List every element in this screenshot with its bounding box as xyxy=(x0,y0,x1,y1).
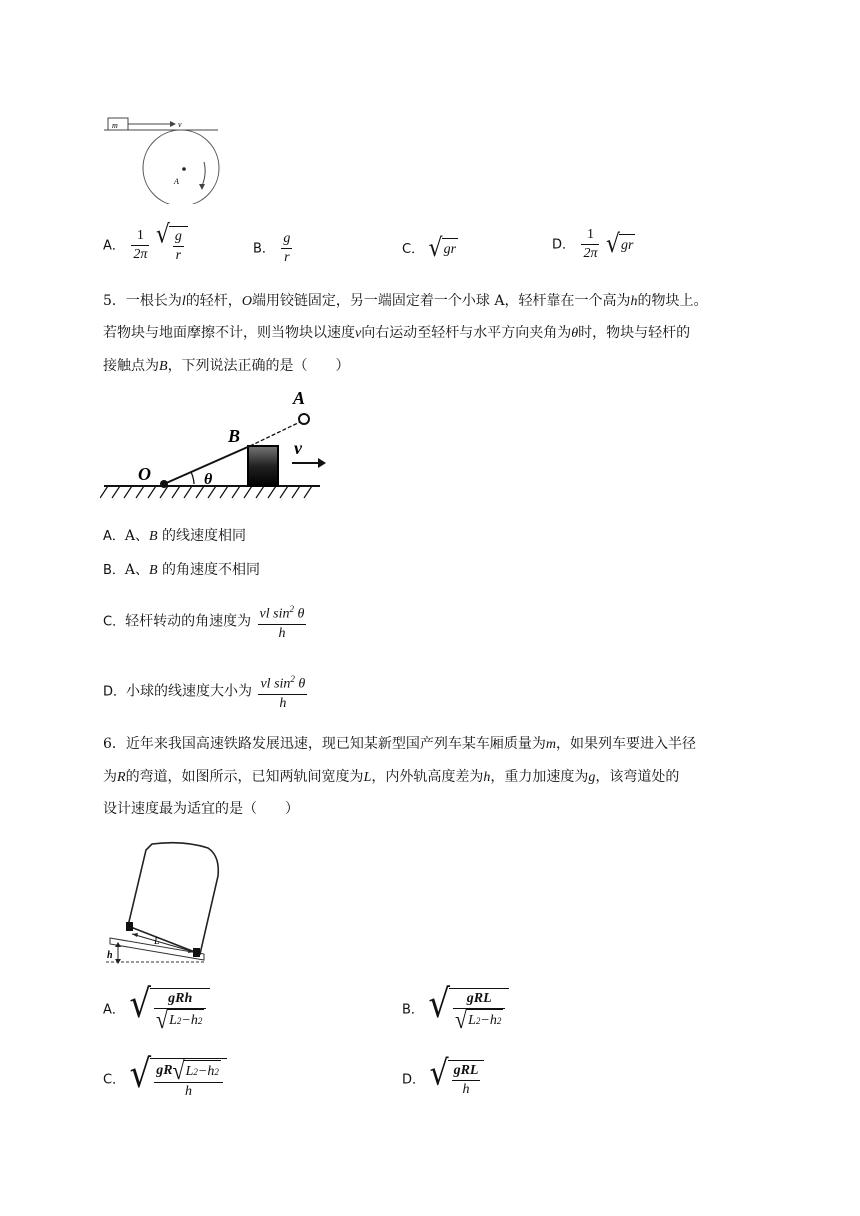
label-l: L xyxy=(154,936,160,947)
train-car xyxy=(128,843,218,954)
velocity-label: v xyxy=(178,120,182,129)
center-label: A xyxy=(174,177,179,186)
mass-block xyxy=(108,118,128,130)
q5-figure xyxy=(100,384,326,510)
q4-option-d[interactable] xyxy=(552,226,635,263)
fraction: $\frac{vl \sin^2 \theta}{h}$ xyxy=(259,604,305,641)
q4-option-c[interactable] xyxy=(402,234,458,263)
q5-option-a[interactable]: A．A、B 的线速度相同 xyxy=(103,528,247,544)
q5-stem-line3: 接触点为B，下列说法正确的是（ ） xyxy=(103,358,350,374)
fraction: $\frac{g}{r}$ xyxy=(283,231,291,265)
q6-option-c[interactable]: C． √ gR √ L 2 −h 2 h xyxy=(103,1058,227,1101)
option-label: B． xyxy=(253,241,275,257)
sqrt: √ gr xyxy=(605,229,634,259)
q5-option-d[interactable]: D．小球的线速度大小为 $\frac{vl \sin^2 \theta}{h}$ xyxy=(103,670,309,713)
mass-label: m xyxy=(112,121,118,130)
q6-option-a[interactable]: A． √ gRh √ L 2 −h 2 xyxy=(103,988,210,1031)
fraction: $\frac{vl \sin^2 \theta}{h}$ xyxy=(260,674,306,711)
fraction: $\frac{1}{2\pi}$ xyxy=(133,228,148,262)
q6-stem-line2: 为R的弯道，如图所示，已知两轨间宽度为L，内外轨高度差为h，重力加速度为g，该弯道处的 xyxy=(103,769,680,785)
sqrt: √ $\frac{g}{r}$ xyxy=(156,226,188,265)
label-v: v xyxy=(294,438,302,458)
q5-option-c[interactable]: C．轻杆转动的角速度为 $\frac{vl \sin^2 \theta}{h}$ xyxy=(103,600,308,643)
circle xyxy=(143,130,219,204)
q5-stem-line2: 若物块与地面摩擦不计，则当物块以速度v向右运动至轻杆与水平方向夹角为θ时，物块与轻杆的 xyxy=(103,325,691,341)
sqrt: √ gRh √ L 2 −h 2 xyxy=(129,988,210,1031)
q5-stem-line1: 5．一根长为l的轻杆，O端用铰链固定，另一端固定着一个小球 A，轻杆靠在一个高为h的物块上。 xyxy=(103,293,708,309)
q6-option-b[interactable]: B． √ gRL √ L 2 −h 2 xyxy=(402,988,509,1031)
label-o: O xyxy=(138,464,151,484)
block xyxy=(248,446,278,486)
ball-a xyxy=(299,414,309,424)
sqrt: √ gRL √ L 2 −h 2 xyxy=(428,988,509,1031)
q4-option-a[interactable] xyxy=(103,220,188,265)
label-theta: θ xyxy=(204,471,213,488)
q6-option-d[interactable]: D． √ $\frac{\text{gRL}}{h}$ xyxy=(402,1060,484,1099)
sqrt: √ gR √ L 2 −h 2 h xyxy=(130,1058,227,1101)
option-label: D． xyxy=(552,237,576,253)
sqrt: √ $\frac{\text{gRL}}{h}$ xyxy=(429,1060,484,1099)
label-a: A xyxy=(293,388,306,408)
fraction: $\frac{1}{2\pi}$ xyxy=(583,227,598,261)
q6-stem-line1: 6．近年来我国高速铁路发展迅速，现已知某新型国产列车某车厢质量为m，如果列车要进入半径 xyxy=(103,736,697,752)
q4-option-b[interactable] xyxy=(253,230,294,267)
sqrt: √ gr xyxy=(428,234,457,263)
q5-option-b[interactable]: B．A、B 的角速度不相同 xyxy=(103,562,261,578)
option-label: A． xyxy=(103,238,125,254)
label-b: B xyxy=(228,426,241,446)
option-label: C． xyxy=(402,242,425,257)
pivot-o xyxy=(160,480,168,488)
label-h: h xyxy=(107,950,113,961)
q6-figure xyxy=(104,838,226,968)
q4-figure xyxy=(100,108,230,204)
q6-stem-line3: 设计速度最为适宜的是（ ） xyxy=(103,801,299,817)
